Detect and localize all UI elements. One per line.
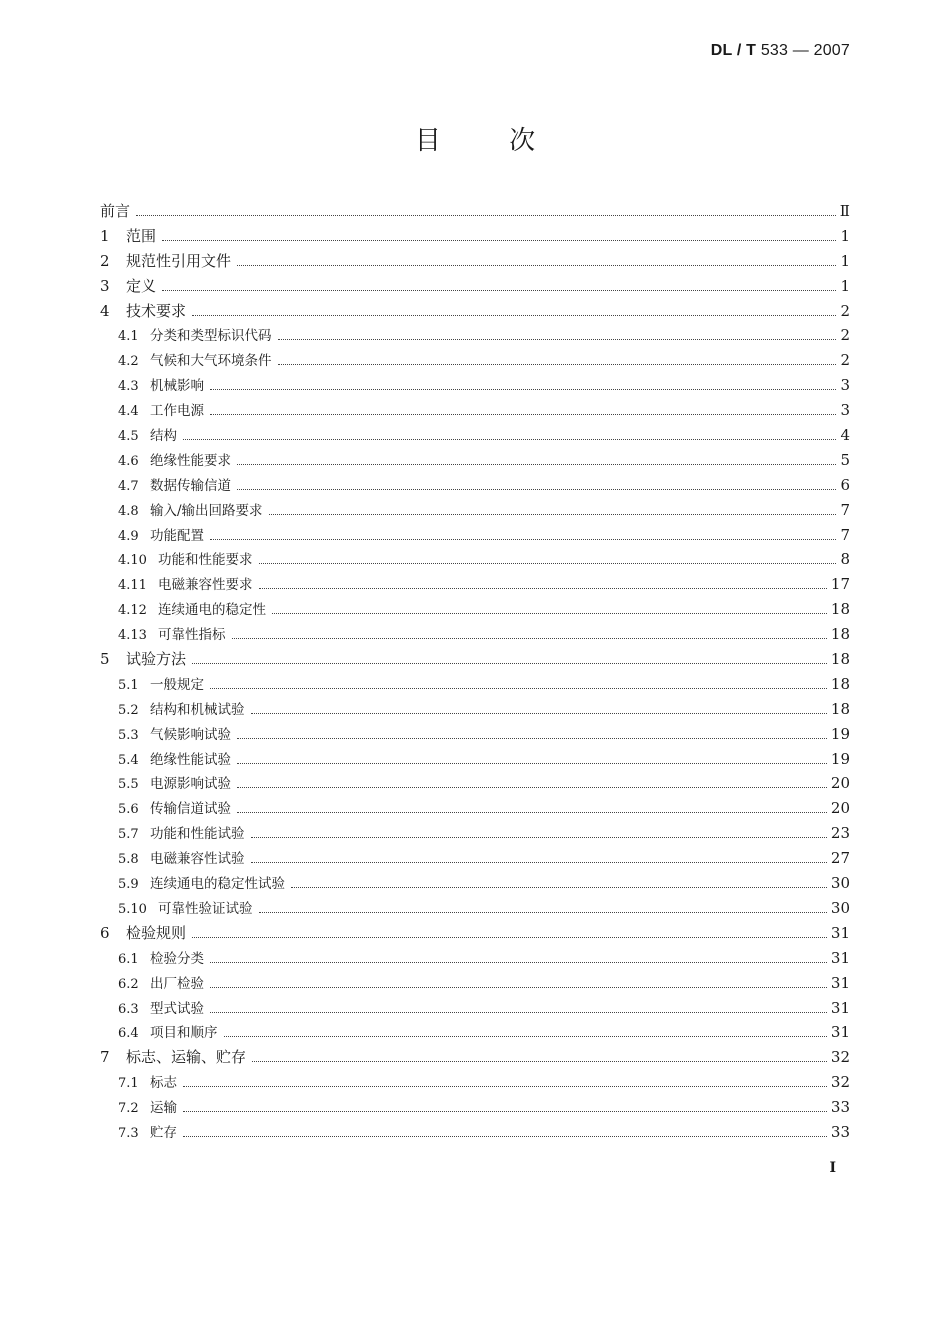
toc-entry[interactable] — [100, 698, 850, 723]
dot-leader — [183, 439, 836, 440]
toc-entry-number: 4.8 — [118, 503, 139, 519]
toc-entry-label — [118, 847, 245, 867]
toc-entry[interactable] — [100, 399, 850, 424]
toc-entry-label — [118, 573, 253, 593]
toc-entry-label — [100, 200, 130, 221]
dot-leader — [210, 962, 827, 963]
toc-entry-title: 电源影响试验 — [150, 776, 231, 793]
toc-entry-title: 检验规则 — [126, 923, 187, 942]
toc-entry[interactable] — [100, 997, 850, 1022]
toc-entry-title: 型式试验 — [150, 1000, 204, 1017]
toc-entry-label — [118, 1021, 218, 1041]
toc-entry-number: 4.9 — [118, 528, 139, 544]
dot-leader — [183, 1136, 827, 1137]
toc-entry-title: 电磁兼容性试验 — [150, 851, 245, 868]
dot-leader — [237, 489, 836, 490]
toc-entry-label — [118, 872, 285, 892]
toc-entry-title: 绝缘性能要求 — [150, 452, 231, 469]
toc-entry-number: 4.4 — [118, 404, 139, 420]
toc-entry-number: 3 — [100, 276, 110, 295]
toc-entry[interactable] — [100, 598, 850, 623]
title-char-1: 目 — [414, 126, 441, 156]
toc-entry-title: 机械影响 — [150, 378, 204, 395]
toc-entry-page: 18 — [830, 650, 850, 669]
toc-entry-label — [118, 673, 204, 693]
toc-entry-title: 可靠性验证试验 — [158, 900, 253, 917]
dot-leader — [192, 663, 827, 664]
toc-entry-page: 31 — [830, 923, 850, 942]
toc-entry[interactable] — [100, 374, 850, 399]
dot-leader — [232, 638, 827, 639]
toc-entry-number: 7 — [100, 1048, 110, 1067]
dot-leader — [210, 987, 827, 988]
toc-entry-page: 30 — [830, 874, 850, 893]
toc-entry-title: 连续通电的稳定性 — [158, 602, 266, 619]
dot-leader — [192, 315, 836, 316]
toc-entry[interactable] — [100, 772, 850, 797]
toc-entry-label — [100, 1046, 246, 1067]
toc-entry[interactable] — [100, 1071, 850, 1096]
toc-entry-page: 31 — [830, 1023, 850, 1042]
toc-entry-title: 范围 — [126, 226, 157, 245]
toc-entry-label — [118, 349, 272, 369]
toc-entry-number: 6.3 — [118, 1001, 139, 1017]
toc-entry-title: 气候和大气环境条件 — [150, 353, 272, 370]
toc-entry-title: 检验分类 — [150, 950, 204, 967]
toc-entry[interactable] — [100, 573, 850, 598]
dot-leader — [210, 539, 836, 540]
dot-leader — [251, 837, 827, 838]
dot-leader — [210, 1012, 827, 1013]
toc-entry-label — [118, 748, 231, 768]
dot-leader — [272, 613, 827, 614]
toc-entry-page: 1 — [840, 251, 850, 270]
standard-code — [711, 42, 850, 60]
toc-entry[interactable] — [100, 673, 850, 698]
toc-entry-page: 2 — [840, 301, 850, 320]
toc-entry[interactable] — [100, 275, 850, 300]
toc-entry-page: 2 — [840, 326, 850, 345]
dot-leader — [162, 290, 836, 291]
toc-entry-number: 4.2 — [118, 354, 139, 370]
toc-entry-page: 33 — [830, 1122, 850, 1141]
toc-entry-page: 17 — [830, 575, 850, 594]
toc-entry-page: 3 — [840, 401, 850, 420]
toc-entry-label — [118, 598, 266, 618]
toc-entry[interactable] — [100, 1096, 850, 1121]
toc-entry-page: 4 — [840, 426, 850, 445]
toc-entry-number: 5 — [100, 650, 110, 669]
toc-entry-label — [100, 648, 186, 669]
toc-entry-page: 19 — [830, 724, 850, 743]
toc-entry[interactable] — [100, 623, 850, 648]
toc-entry-label — [118, 1071, 177, 1091]
toc-entry[interactable] — [100, 947, 850, 972]
toc-entry-title: 功能和性能试验 — [150, 826, 245, 843]
toc-entry-label — [100, 275, 156, 296]
toc-entry-page: 32 — [830, 1073, 850, 1092]
dot-leader — [192, 937, 827, 938]
toc-entry-number: 5.5 — [118, 777, 139, 793]
toc-entry-number: 4.12 — [118, 603, 147, 619]
toc-entry-label — [118, 324, 272, 344]
title-char-2: 次 — [509, 126, 536, 156]
toc-entry-title: 技术要求 — [126, 301, 187, 320]
toc-entry-number: 4.11 — [118, 578, 147, 594]
page-number: I — [829, 1160, 836, 1176]
toc-entry-number: 5.10 — [118, 901, 147, 917]
toc-entry-title: 前言 — [100, 202, 131, 220]
toc-entry-page: Ⅱ — [839, 202, 850, 220]
toc-entry-page: 1 — [840, 226, 850, 245]
toc-entry-number: 7.1 — [118, 1076, 139, 1092]
toc-entry-page: 18 — [830, 674, 850, 693]
toc-entry-page: 32 — [830, 1048, 850, 1067]
toc-entry-label — [100, 225, 156, 246]
toc-entry-number: 7.3 — [118, 1125, 139, 1141]
dot-leader — [237, 464, 836, 465]
toc-entry-title: 功能和性能要求 — [158, 552, 253, 569]
toc-entry-title: 一般规定 — [150, 676, 204, 693]
toc-entry-page: 18 — [830, 600, 850, 619]
toc-entry-number: 5.9 — [118, 877, 139, 893]
dot-leader — [291, 887, 827, 888]
toc-entry-page: 18 — [830, 699, 850, 718]
toc-entry-title: 可靠性指标 — [158, 627, 226, 644]
toc-entry-page: 7 — [840, 500, 850, 519]
toc-entry-title: 标志 — [150, 1075, 177, 1092]
toc-entry[interactable] — [100, 723, 850, 748]
dot-leader — [278, 339, 837, 340]
toc-entry[interactable] — [100, 349, 850, 374]
toc-entry-label — [118, 822, 245, 842]
toc-entry-title: 工作电源 — [150, 403, 204, 420]
toc-entry-page: 31 — [830, 948, 850, 967]
toc-entry-number: 4.1 — [118, 329, 139, 345]
toc-entry[interactable] — [100, 797, 850, 822]
toc-entry-number: 4.13 — [118, 628, 147, 644]
toc-entry[interactable] — [100, 324, 850, 349]
toc-entry-label — [118, 723, 231, 743]
dot-leader — [210, 414, 836, 415]
toc-entry[interactable] — [100, 1021, 850, 1046]
toc-entry[interactable] — [100, 897, 850, 922]
toc-entry-number: 4.7 — [118, 478, 139, 494]
toc-entry-label — [118, 1121, 177, 1141]
toc-entry-label — [100, 300, 186, 321]
toc-entry-label — [118, 548, 253, 568]
toc-entry-title: 电磁兼容性要求 — [158, 577, 253, 594]
toc-entry[interactable] — [100, 922, 850, 947]
toc-entry-label — [118, 997, 204, 1017]
toc-entry[interactable] — [100, 972, 850, 997]
toc-entry-number: 2 — [100, 251, 110, 270]
dot-leader — [269, 514, 837, 515]
toc-entry-label — [118, 972, 204, 992]
toc-entry-page: 33 — [830, 1098, 850, 1117]
toc-entry-page: 30 — [830, 898, 850, 917]
toc-entry-number: 4.6 — [118, 453, 139, 469]
dot-leader — [136, 215, 836, 216]
toc-entry-number: 6.2 — [118, 976, 139, 992]
toc-entry[interactable] — [100, 822, 850, 847]
toc-entry-number: 5.4 — [118, 752, 139, 768]
toc-entry-page: 6 — [840, 475, 850, 494]
dot-leader — [237, 738, 827, 739]
toc-entry-number: 5.1 — [118, 677, 139, 693]
toc-entry[interactable] — [100, 1046, 850, 1071]
toc-entry[interactable] — [100, 200, 850, 225]
toc-entry-label — [118, 499, 263, 519]
toc-entry-page: 20 — [830, 774, 850, 793]
toc-entry-label — [118, 772, 231, 792]
toc-entry-label — [118, 524, 204, 544]
standard-number: 533 — 2007 — [760, 42, 850, 59]
toc-entry[interactable] — [100, 872, 850, 897]
toc-entry-number: 5.2 — [118, 702, 139, 718]
toc-entry-label — [118, 797, 231, 817]
toc-entry[interactable] — [100, 225, 850, 250]
toc-entry-label — [118, 947, 204, 967]
dot-leader — [259, 588, 827, 589]
dot-leader — [210, 688, 827, 689]
toc-entry-page: 23 — [830, 824, 850, 843]
toc-entry-number: 4.3 — [118, 379, 139, 395]
dot-leader — [251, 713, 827, 714]
toc-entry-page: 5 — [840, 450, 850, 469]
toc-entry-number: 1 — [100, 226, 110, 245]
toc-entry-label — [118, 424, 177, 444]
toc-entry[interactable] — [100, 548, 850, 573]
toc-entry-title: 贮存 — [150, 1124, 177, 1141]
toc-entry-page: 27 — [830, 849, 850, 868]
toc-entry-title: 出厂检验 — [150, 975, 204, 992]
toc-entry-title: 连续通电的稳定性试验 — [150, 876, 285, 893]
toc-entry-title: 规范性引用文件 — [126, 251, 232, 270]
toc-entry-title: 分类和类型标识代码 — [150, 328, 272, 345]
toc-entry-number: 6 — [100, 923, 110, 942]
toc-entry-label — [118, 474, 231, 494]
dot-leader — [278, 364, 837, 365]
toc-entry-title: 标志、运输、贮存 — [126, 1048, 247, 1067]
dot-leader — [237, 763, 827, 764]
toc-entry-title: 气候影响试验 — [150, 726, 231, 743]
toc-entry-number: 5.6 — [118, 802, 139, 818]
dot-leader — [183, 1086, 827, 1087]
toc-entry-label — [118, 374, 204, 394]
toc-entry-page: 18 — [830, 625, 850, 644]
dot-leader — [210, 389, 836, 390]
toc-entry-title: 传输信道试验 — [150, 801, 231, 818]
toc-entry-page: 31 — [830, 998, 850, 1017]
dot-leader — [224, 1036, 827, 1037]
toc-entry[interactable] — [100, 250, 850, 275]
toc-entry-title: 数据传输信道 — [150, 477, 231, 494]
dot-leader — [251, 862, 827, 863]
toc-entry-page: 1 — [840, 276, 850, 295]
dot-leader — [237, 787, 827, 788]
toc-entry-title: 绝缘性能试验 — [150, 751, 231, 768]
toc-entry[interactable] — [100, 748, 850, 773]
toc-entry-number: 5.3 — [118, 727, 139, 743]
toc-entry-number: 5.7 — [118, 827, 139, 843]
toc-entry-label — [118, 1096, 177, 1116]
toc-entry[interactable] — [100, 300, 850, 325]
toc-entry[interactable] — [100, 474, 850, 499]
toc-entry-label — [118, 897, 253, 917]
dot-leader — [237, 265, 836, 266]
toc-entry-number: 5.8 — [118, 852, 139, 868]
toc-entry[interactable] — [100, 524, 850, 549]
toc-entry-label — [100, 922, 186, 943]
toc-entry[interactable] — [100, 449, 850, 474]
toc-entry-page: 2 — [840, 351, 850, 370]
toc-entry-page: 19 — [830, 749, 850, 768]
toc-entry[interactable] — [100, 424, 850, 449]
toc-entry[interactable] — [100, 648, 850, 673]
toc-entry-title: 结构 — [150, 428, 177, 445]
standard-prefix: DL / T — [710, 42, 757, 59]
toc-entry-title: 试验方法 — [126, 650, 187, 669]
toc-entry-label — [118, 399, 204, 419]
toc-entry[interactable] — [100, 499, 850, 524]
toc-entry-number: 6.4 — [118, 1026, 139, 1042]
toc-entry-title: 定义 — [126, 276, 157, 295]
toc-entry-page: 7 — [840, 525, 850, 544]
toc-entry-title: 结构和机械试验 — [150, 701, 245, 718]
toc-entry-title: 运输 — [150, 1100, 177, 1117]
toc-entry-label — [118, 623, 226, 643]
dot-leader — [162, 240, 836, 241]
toc-entry-title: 输入/输出回路要求 — [150, 502, 263, 519]
toc-entry-page: 31 — [830, 973, 850, 992]
dot-leader — [259, 563, 837, 564]
toc-entry[interactable] — [100, 1121, 850, 1146]
toc-entry-page: 3 — [840, 376, 850, 395]
toc-entry-number: 4.5 — [118, 429, 139, 445]
toc-entry-page: 20 — [830, 799, 850, 818]
dot-leader — [183, 1111, 827, 1112]
toc-entry-title: 功能配置 — [150, 527, 204, 544]
toc-entry-title: 项目和顺序 — [150, 1025, 218, 1042]
page-title — [0, 120, 950, 157]
toc-entry-number: 4.10 — [118, 553, 147, 569]
toc-entry-label — [118, 698, 245, 718]
toc-entry-page: 8 — [840, 550, 850, 569]
dot-leader — [259, 912, 827, 913]
toc-entry-label — [100, 250, 231, 271]
toc-entry-number: 7.2 — [118, 1101, 139, 1117]
dot-leader — [237, 812, 827, 813]
dot-leader — [252, 1061, 827, 1062]
toc-entry-label — [118, 449, 231, 469]
toc-entry-number: 4 — [100, 301, 110, 320]
toc-entry-number: 6.1 — [118, 951, 139, 967]
toc-entry[interactable] — [100, 847, 850, 872]
table-of-contents — [100, 200, 850, 1146]
